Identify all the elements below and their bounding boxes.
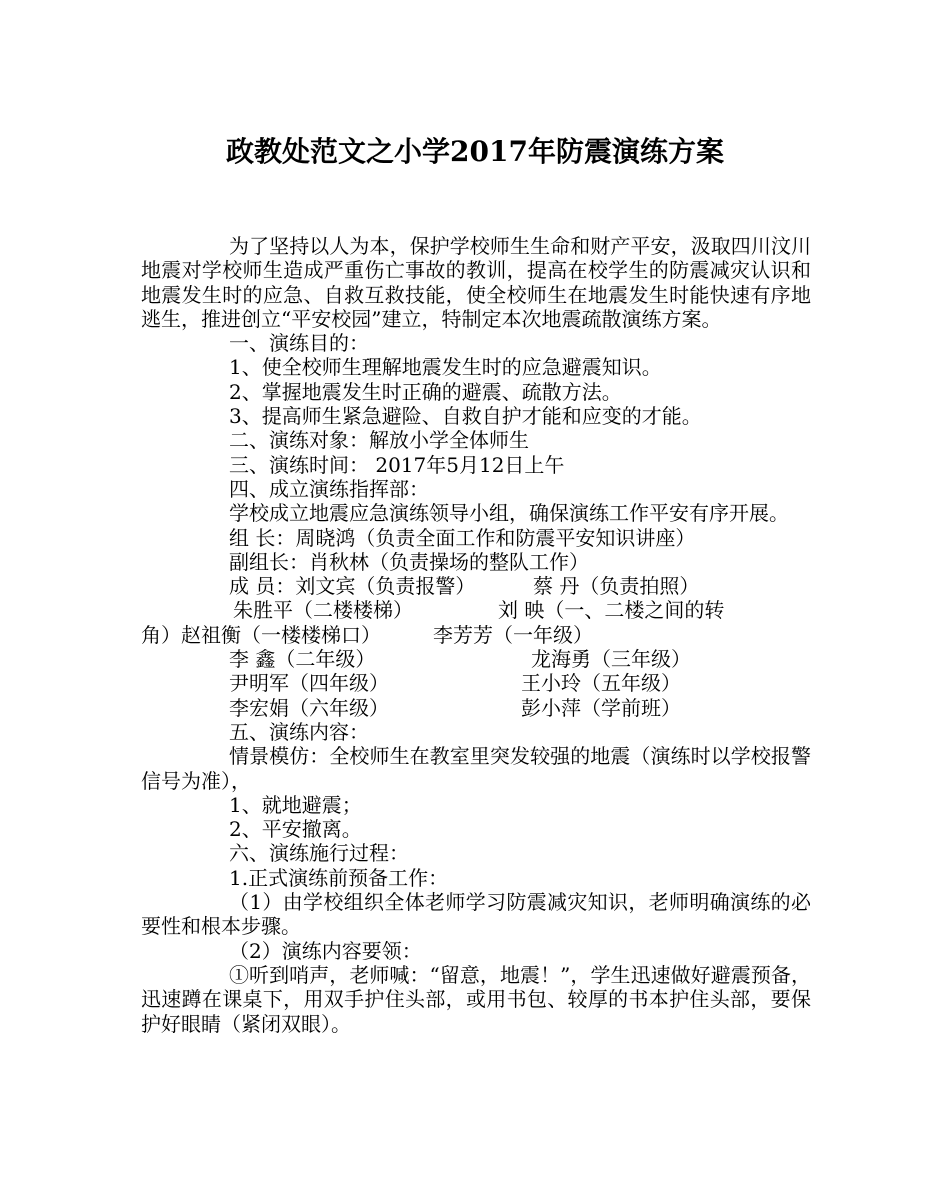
section-5-scenario: 情景模仿：全校师生在教室里突发较强的地震（演练时以学校报警信号为准）， [141,744,811,793]
member-entry: 王小玲（五年级） [521,671,681,696]
section-3-heading: 三、演练时间： 2017年5月12日上午 [229,452,565,477]
deputy-leader: 副组长：肖秋林（负责操场的整队工作） [229,549,589,574]
section-5-item: 1、就地避震； [229,792,362,817]
member-entry: 蔡 丹（负责拍照） [533,574,700,599]
member-entry: 李宏娟（六年级） [229,695,389,720]
section-5-heading: 五、演练内容： [229,719,369,744]
member-entry: 李芳芳（一年级） [433,622,593,647]
members-label: 成 员：刘文宾（负责报警） [229,574,476,599]
member-entry: 角）赵祖衡（一楼楼梯口） [141,622,381,647]
members-row-3 [141,623,811,647]
member-entry: 朱胜平（二楼楼梯） [233,598,413,623]
member-entry: 李 鑫（二年级） [229,647,376,672]
section-6-paragraph: （2）演练内容要领： [229,938,422,963]
section-1-item: 1、使全校师生理解地震发生时的应急避震知识。 [229,355,662,380]
section-5-item: 2、平安撤离。 [229,817,362,842]
section-1-heading: 一、演练目的： [229,331,369,356]
section-2-heading: 二、演练对象：解放小学全体师生 [229,428,529,453]
section-4-heading: 四、成立演练指挥部： [229,476,429,501]
member-entry: 龙海勇（三年级） [531,647,691,672]
members-row-1 [141,574,811,598]
section-6-paragraph: ①听到哨声，老师喊：“留意，地震！”，学生迅速做好避震预备，迅速蹲在课桌下，用双手护住头部，或用书包、较厚的书本护住头部，要保护好眼睛（紧闭双眼）。 [141,962,811,1036]
group-leader: 组 长：周晓鸿（负责全面工作和防震平安知识讲座） [229,525,696,550]
section-1-item: 3、提高师生紧急避险、自救自护才能和应变的才能。 [229,404,702,429]
section-6-heading: 六、演练施行过程： [229,841,409,866]
section-6-subheading: 1.正式演练前预备工作： [229,865,449,890]
document-title: 政教处范文之小学2017年防震演练方案 [226,135,724,168]
intro-paragraph: 为了坚持以人为本，保护学校师生生命和财产平安，汲取四川汶川地震对学校师生造成严重伤亡事故的教训，提高在校学生的防震减灾认识和地震发生时的应急、自救互救技能，使全校师生在地震发生时能快速有序地逃生，推进创立“平安校园”建立，特制定本次地震疏散演练方案。 [141,234,811,331]
member-entry: 刘 映（一、二楼之间的转 [498,598,725,623]
members-row-6 [141,696,811,720]
section-6-paragraph: （1）由学校组织全体老师学习防震减灾知识，老师明确演练的必要性和根本步骤。 [141,890,811,939]
members-row-2 [141,598,811,622]
member-entry: 尹明军（四年级） [229,671,389,696]
members-row-4 [141,647,811,671]
document-body [141,234,811,1036]
member-entry: 彭小萍（学前班） [521,695,681,720]
section-4-text: 学校成立地震应急演练领导小组，确保演练工作平安有序开展。 [229,501,789,526]
section-1-item: 2、掌握地震发生时正确的避震、疏散方法。 [229,379,622,404]
members-row-5 [141,671,811,695]
